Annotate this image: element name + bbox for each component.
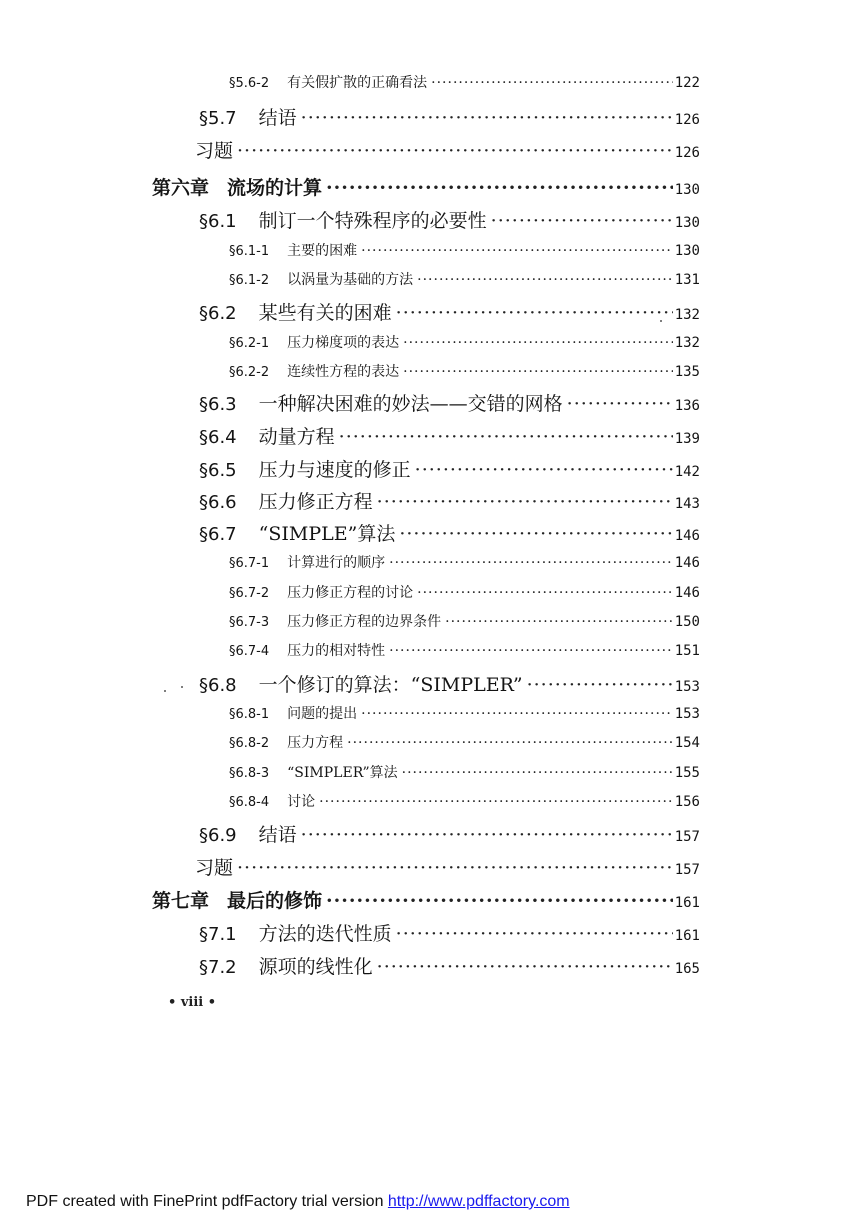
toc-section-number: §6.7-2 bbox=[229, 586, 270, 601]
toc-entry bbox=[229, 72, 700, 92]
toc-entry bbox=[199, 455, 700, 482]
toc-entry-title: 压力修正方程的讨论 bbox=[287, 585, 414, 601]
scan-speck bbox=[660, 320, 662, 322]
leader-dots bbox=[361, 706, 673, 722]
toc-entry bbox=[229, 703, 700, 723]
toc-entry bbox=[229, 552, 700, 572]
toc-entry-title: 主要的困难 bbox=[287, 243, 358, 259]
toc-section-number: §6.7 bbox=[199, 524, 237, 545]
leader-dots bbox=[431, 75, 673, 91]
leader-dots bbox=[237, 857, 673, 879]
toc-entry-title: 结语 bbox=[258, 824, 297, 846]
leader-dots bbox=[301, 824, 673, 846]
toc-section-number: §6.2 bbox=[199, 303, 237, 324]
leader-dots bbox=[377, 491, 673, 513]
toc-section-number: §6.8-1 bbox=[229, 707, 270, 722]
toc-section-number: §7.2 bbox=[199, 957, 237, 978]
toc-entry bbox=[229, 611, 700, 631]
toc-page-number: 142 bbox=[674, 464, 700, 480]
toc-section-number: §6.8-2 bbox=[229, 736, 270, 751]
leader-dots bbox=[301, 107, 673, 129]
toc-page-number: 136 bbox=[674, 398, 700, 414]
toc-entry bbox=[199, 670, 700, 697]
banner-link[interactable]: http://www.pdffactory.com bbox=[387, 1193, 570, 1210]
toc-entry bbox=[199, 519, 700, 546]
toc-entry bbox=[229, 269, 700, 289]
toc-page-number: 146 bbox=[674, 585, 700, 601]
leader-dots bbox=[403, 335, 673, 351]
toc-section-number: §6.8 bbox=[199, 675, 237, 696]
toc-page-number: 146 bbox=[674, 555, 700, 571]
leader-dots bbox=[319, 794, 673, 810]
toc-entry bbox=[199, 919, 700, 946]
toc-entry bbox=[199, 487, 700, 514]
toc-entry-title: 压力梯度项的表达 bbox=[287, 335, 400, 351]
toc-page-number: 151 bbox=[674, 643, 700, 659]
leader-dots bbox=[417, 272, 673, 288]
leader-dots bbox=[347, 735, 673, 751]
leader-dots bbox=[237, 140, 673, 162]
toc-entry bbox=[229, 240, 700, 260]
toc-chapter-entry bbox=[152, 886, 700, 913]
toc-page-number: 156 bbox=[674, 794, 700, 810]
toc-entry-title: 压力修正方程的边界条件 bbox=[287, 614, 442, 630]
toc-entry-title: 讨论 bbox=[287, 794, 316, 810]
toc-section-number: §6.6 bbox=[199, 492, 237, 513]
toc-page-number: 131 bbox=[674, 272, 700, 288]
leader-dots bbox=[567, 393, 673, 415]
toc-page-number: 130 bbox=[674, 243, 700, 259]
toc-entry-title: 结语 bbox=[258, 107, 297, 129]
scan-speck bbox=[181, 686, 183, 688]
toc-page-number: 130 bbox=[674, 182, 700, 198]
toc-section-number: §6.2-2 bbox=[229, 365, 270, 380]
toc-section-number: §6.7-4 bbox=[229, 644, 270, 659]
toc-page-number: 132 bbox=[674, 335, 700, 351]
toc-entry-title: 动量方程 bbox=[258, 426, 335, 448]
leader-dots bbox=[389, 555, 673, 571]
toc-entry bbox=[229, 640, 700, 660]
toc-section-number: §6.1 bbox=[199, 211, 237, 232]
toc-entry bbox=[199, 952, 700, 979]
toc-entry-title: 最后的修饰 bbox=[227, 890, 323, 912]
toc-section-number: §6.7-1 bbox=[229, 556, 270, 571]
toc-section-number: §6.8-3 bbox=[229, 766, 270, 781]
leader-dots bbox=[491, 210, 673, 232]
toc-entry bbox=[195, 136, 700, 163]
toc-page-number: 161 bbox=[674, 928, 700, 944]
toc-entry-title: 连续性方程的表达 bbox=[287, 364, 400, 380]
leader-dots bbox=[403, 364, 673, 380]
toc-entry-title: 压力的相对特性 bbox=[287, 643, 386, 659]
toc-page-number: 126 bbox=[674, 112, 700, 128]
toc-entry-title: 流场的计算 bbox=[227, 177, 323, 199]
toc-page-number: 146 bbox=[674, 528, 700, 544]
banner-text: PDF created with FinePrint pdfFactory trial version bbox=[26, 1193, 388, 1210]
toc-entry-title: 源项的线性化 bbox=[258, 956, 373, 978]
leader-dots bbox=[415, 459, 673, 481]
leader-dots bbox=[399, 523, 672, 545]
toc-entry bbox=[229, 332, 700, 352]
toc-page-number: 139 bbox=[674, 431, 700, 447]
toc-entry-title: 以涡量为基础的方法 bbox=[287, 272, 414, 288]
page-folio: • viii • bbox=[168, 995, 217, 1010]
toc-page-number: 161 bbox=[674, 895, 700, 911]
toc-page-number: 155 bbox=[674, 765, 700, 781]
scan-speck bbox=[164, 690, 166, 692]
toc-chapter-number: 第六章 bbox=[152, 177, 210, 199]
toc-section-number: §6.2-1 bbox=[229, 336, 270, 351]
toc-section-number: §6.7-3 bbox=[229, 615, 270, 630]
toc-page-number: 150 bbox=[674, 614, 700, 630]
toc-chapter-entry bbox=[152, 173, 700, 200]
toc-section-number: §5.7 bbox=[199, 108, 237, 129]
toc-section-number: §6.3 bbox=[199, 394, 237, 415]
leader-dots bbox=[361, 243, 673, 259]
toc-entry bbox=[199, 298, 700, 325]
toc-page-number: 130 bbox=[674, 215, 700, 231]
toc-section-number: §6.5 bbox=[199, 460, 237, 481]
toc-entry-title: 问题的提出 bbox=[287, 706, 358, 722]
toc-section-number: §6.1-1 bbox=[229, 244, 270, 259]
toc-entry-title: 制订一个特殊程序的必要性 bbox=[258, 210, 487, 232]
toc-entry-title: 习题 bbox=[195, 140, 234, 162]
toc-entry-title: 方法的迭代性质 bbox=[258, 923, 392, 945]
toc-entry bbox=[199, 389, 700, 416]
toc-entry bbox=[229, 762, 700, 782]
toc-entry-title: 某些有关的困难 bbox=[258, 302, 392, 324]
toc-section-number: §6.9 bbox=[199, 825, 237, 846]
leader-dots bbox=[417, 585, 673, 601]
leader-dots bbox=[326, 177, 673, 199]
toc-entry-title: 计算进行的顺序 bbox=[287, 555, 386, 571]
leader-dots bbox=[445, 614, 673, 630]
toc-section-number: §7.1 bbox=[199, 924, 237, 945]
leader-dots bbox=[389, 643, 673, 659]
toc-entry-title: “SIMPLE”算法 bbox=[258, 523, 396, 545]
toc-entry bbox=[199, 820, 700, 847]
toc-entry-title: 一种解决困难的妙法——交错的网格 bbox=[258, 393, 563, 415]
toc-entry bbox=[229, 791, 700, 811]
toc-entry-title: 压力与速度的修正 bbox=[258, 459, 411, 481]
toc-entry bbox=[229, 732, 700, 752]
leader-dots bbox=[527, 674, 673, 696]
toc-entry bbox=[229, 582, 700, 602]
leader-dots bbox=[396, 302, 673, 324]
toc-entry bbox=[199, 422, 700, 449]
pdf-trial-banner bbox=[26, 1193, 570, 1211]
toc-chapter-number: 第七章 bbox=[152, 890, 210, 912]
toc-page-number: 143 bbox=[674, 496, 700, 512]
toc-entry bbox=[199, 206, 700, 233]
toc-page-number: 153 bbox=[674, 706, 700, 722]
toc-page-number: 154 bbox=[674, 735, 700, 751]
leader-dots bbox=[326, 890, 673, 912]
leader-dots bbox=[339, 426, 673, 448]
toc-page-number: 135 bbox=[674, 364, 700, 380]
toc-page-number: 126 bbox=[674, 145, 700, 161]
toc-page-number: 157 bbox=[674, 829, 700, 845]
toc-entry-title: 一个修订的算法：“SIMPLER” bbox=[258, 674, 523, 696]
toc-entry-title: 习题 bbox=[195, 857, 234, 879]
toc-page-number: 132 bbox=[674, 307, 700, 323]
leader-dots bbox=[396, 923, 673, 945]
toc-entry bbox=[229, 361, 700, 381]
toc-section-number: §6.1-2 bbox=[229, 273, 270, 288]
toc-section-number: §6.4 bbox=[199, 427, 237, 448]
toc-entry-title: 压力修正方程 bbox=[258, 491, 373, 513]
toc-entry bbox=[195, 853, 700, 880]
toc-page-number: 122 bbox=[674, 75, 700, 91]
toc-entry-title: “SIMPLER”算法 bbox=[287, 765, 398, 781]
toc-entry-title: 压力方程 bbox=[287, 735, 344, 751]
toc-page-number: 165 bbox=[674, 961, 700, 977]
leader-dots bbox=[402, 765, 673, 781]
leader-dots bbox=[377, 956, 673, 978]
toc-page-number: 157 bbox=[674, 862, 700, 878]
toc-section-number: §5.6-2 bbox=[229, 76, 270, 91]
toc-section-number: §6.8-4 bbox=[229, 795, 270, 810]
toc-entry-title: 有关假扩散的正确看法 bbox=[287, 75, 428, 91]
toc-page-number: 153 bbox=[674, 679, 700, 695]
toc-entry bbox=[199, 103, 700, 130]
